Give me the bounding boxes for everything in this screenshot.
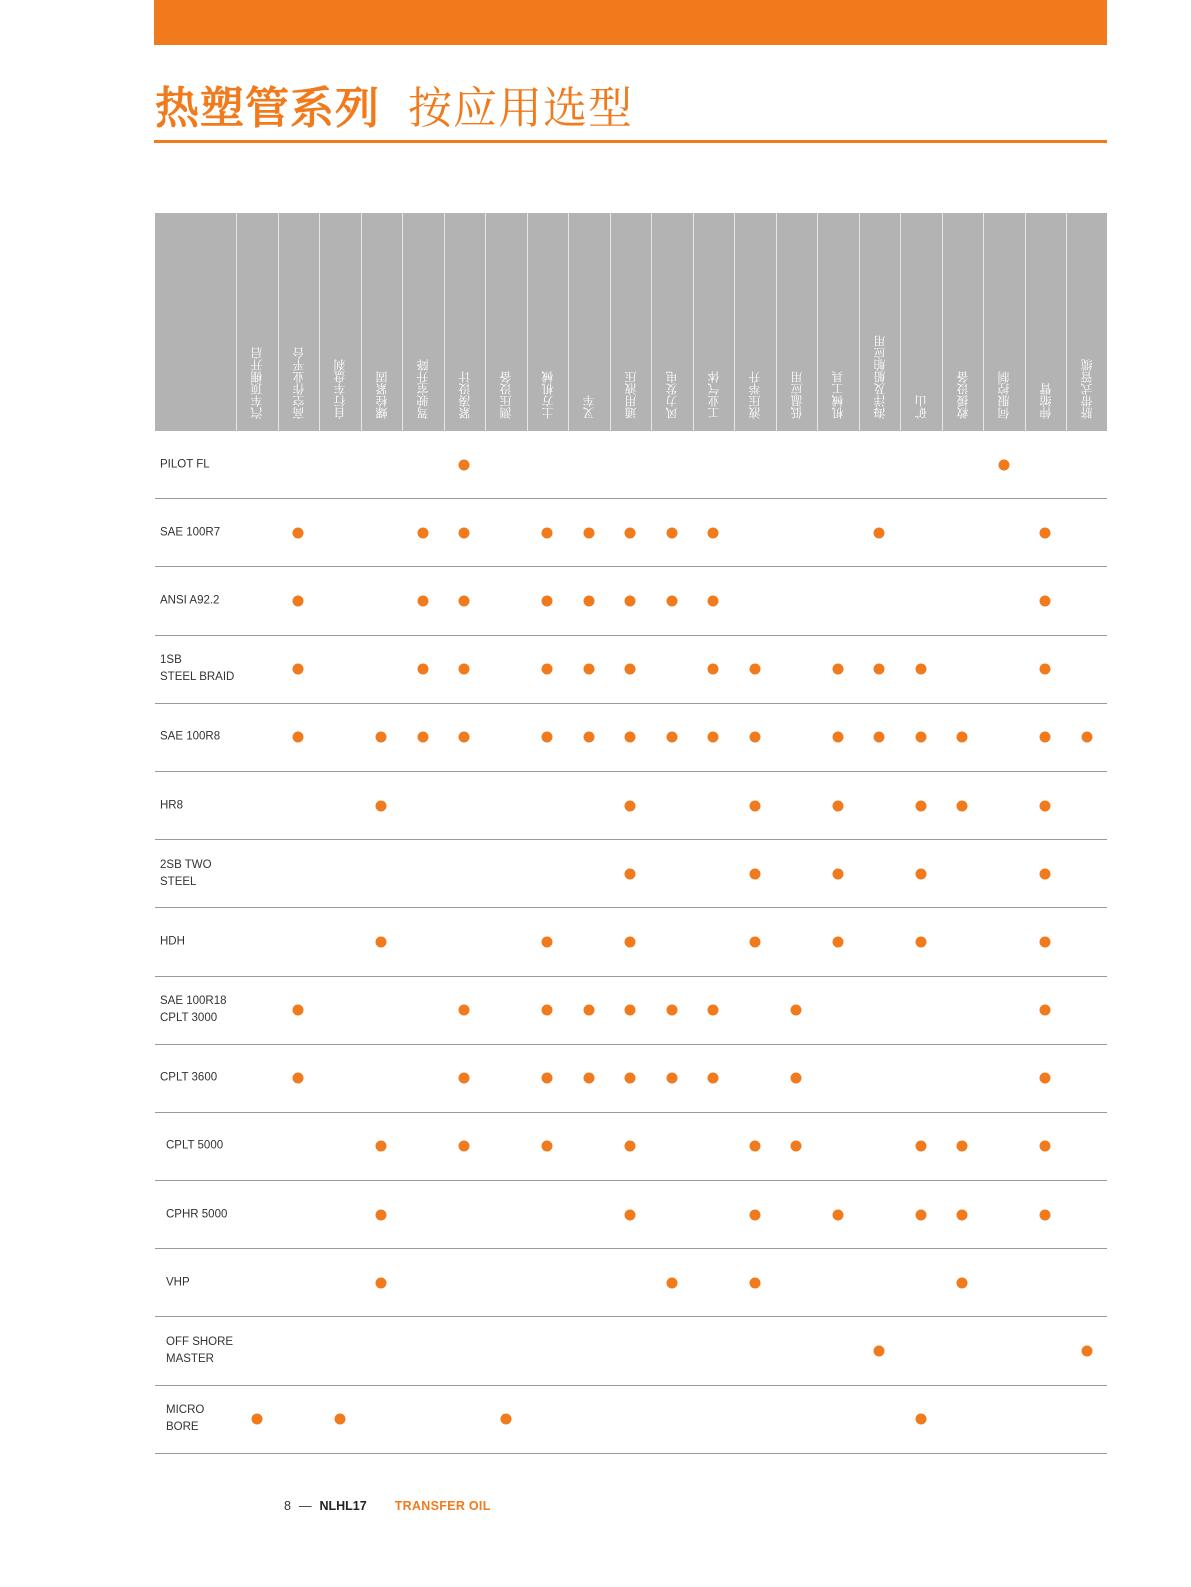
application-dot (542, 732, 553, 743)
row-label (160, 797, 183, 814)
application-dot (915, 868, 926, 879)
row-label (166, 1138, 223, 1155)
application-dot (915, 732, 926, 743)
application-dot (1040, 527, 1051, 538)
row-label (160, 933, 185, 950)
column-header (900, 213, 942, 431)
application-dot (1040, 936, 1051, 947)
column-header (527, 213, 569, 431)
application-dot (583, 1073, 594, 1084)
application-dot (293, 1073, 304, 1084)
column-header (444, 213, 486, 431)
page-number: 8 (284, 1499, 291, 1513)
application-dot (417, 664, 428, 675)
column-header (776, 213, 818, 431)
row-label (160, 993, 227, 1027)
row-label-line: CPHR 5000 (166, 1208, 228, 1221)
application-dot (1040, 1005, 1051, 1016)
application-dot (293, 527, 304, 538)
application-dot (1040, 868, 1051, 879)
title-sub: 按应用选型 (408, 83, 633, 134)
application-dot (666, 595, 677, 606)
application-dot (708, 527, 719, 538)
application-dot (417, 732, 428, 743)
title-underline (154, 140, 1107, 143)
column-header (402, 213, 444, 431)
row-label-line: PILOT FL (160, 458, 210, 471)
application-dot (1040, 595, 1051, 606)
application-dot (583, 1005, 594, 1016)
application-dot (874, 527, 885, 538)
row-label-line: STEEL (160, 875, 197, 888)
row-label-line: SAE 100R18 (160, 995, 227, 1008)
row-label (160, 524, 220, 541)
table-row (155, 1317, 1107, 1385)
column-header-label: 脐带式管缆 (1080, 359, 1095, 419)
column-header (610, 213, 652, 431)
application-dot (749, 664, 760, 675)
application-dot (1040, 1073, 1051, 1084)
column-header-label: 伸缩臂 (1038, 383, 1053, 419)
page-footer (284, 1499, 491, 1513)
row-label (166, 1334, 233, 1368)
row-label (166, 1402, 204, 1436)
row-label (160, 857, 212, 891)
row-label-line: CPLT 3600 (160, 1071, 218, 1084)
application-dot (542, 1141, 553, 1152)
row-label-line: SAE 100R8 (160, 730, 221, 743)
application-dot (708, 1073, 719, 1084)
application-dot (542, 1005, 553, 1016)
application-dot (666, 1277, 677, 1288)
application-dot (915, 664, 926, 675)
application-dot (583, 732, 594, 743)
column-header (278, 213, 320, 431)
application-dot (583, 527, 594, 538)
column-header-label: 汽车顶棚开启 (250, 347, 265, 419)
application-dot (625, 936, 636, 947)
row-label (160, 1070, 217, 1087)
application-dot (542, 1073, 553, 1084)
application-dot (459, 732, 470, 743)
application-dot (957, 1141, 968, 1152)
table-row (155, 840, 1107, 908)
application-dot (749, 868, 760, 879)
column-header-label: 螺栓紧固 (374, 371, 389, 419)
application-dot (915, 1414, 926, 1425)
page-title (155, 74, 633, 134)
column-header (361, 213, 403, 431)
application-dot (749, 732, 760, 743)
application-dot (957, 1209, 968, 1220)
row-label-line: CPLT 5000 (166, 1139, 224, 1152)
application-dot (749, 936, 760, 947)
brand-name: TRANSFER OIL (394, 1499, 491, 1513)
application-dot (1040, 1209, 1051, 1220)
application-dot (625, 800, 636, 811)
application-dot (1081, 732, 1092, 743)
table-row (155, 1045, 1107, 1113)
column-header-label: 海洋及船舶应用 (872, 335, 887, 419)
column-header-label: 驾驶室升降 (416, 359, 431, 419)
application-dot (1081, 1346, 1092, 1357)
application-dot (998, 459, 1009, 470)
application-dot (708, 732, 719, 743)
application-dot (874, 664, 885, 675)
application-dot (708, 1005, 719, 1016)
column-header (651, 213, 693, 431)
application-dot (251, 1414, 262, 1425)
application-dot (708, 664, 719, 675)
application-dot (874, 1346, 885, 1357)
application-dot (583, 664, 594, 675)
application-dot (708, 595, 719, 606)
application-dot (542, 527, 553, 538)
column-header-label: 伺服控制 (997, 371, 1012, 419)
application-dot (666, 527, 677, 538)
row-label (166, 1274, 190, 1291)
application-dot (376, 1209, 387, 1220)
column-header-label: 测压设备 (499, 371, 514, 419)
table-header-row (155, 213, 1107, 431)
application-dot (459, 1073, 470, 1084)
column-header (983, 213, 1025, 431)
application-dot (542, 595, 553, 606)
row-label-line: STEEL BRAID (160, 671, 235, 684)
application-dot (293, 732, 304, 743)
catalog-code: NLHL17 (319, 1499, 367, 1513)
table-row (155, 977, 1107, 1045)
application-dot (1040, 800, 1051, 811)
application-dot (625, 868, 636, 879)
column-header (817, 213, 859, 431)
table-row (155, 567, 1107, 635)
application-dot (915, 800, 926, 811)
column-header-label: 机械工具 (831, 371, 846, 419)
row-label (160, 592, 219, 609)
row-label-line: MICRO (166, 1404, 205, 1417)
application-dot (459, 664, 470, 675)
row-label-line: 1SB (160, 654, 182, 667)
column-header-label: 风力发电 (665, 371, 680, 419)
application-dot (293, 664, 304, 675)
column-header-label: 工业气体 (706, 371, 721, 419)
application-dot (957, 1277, 968, 1288)
column-header (1025, 213, 1067, 431)
application-dot (625, 1005, 636, 1016)
application-dot (791, 1141, 802, 1152)
application-dot (749, 1141, 760, 1152)
column-header-label: 叉车 (582, 395, 597, 419)
application-dot (915, 1209, 926, 1220)
application-dot (832, 868, 843, 879)
row-label-line: VHP (166, 1276, 190, 1289)
column-header-label: 液压举升 (748, 371, 763, 419)
application-dot (832, 664, 843, 675)
application-dot (666, 1073, 677, 1084)
application-selection-table (155, 213, 1107, 1454)
row-label (160, 456, 210, 473)
row-label-line: HDH (160, 935, 185, 948)
column-header (485, 213, 527, 431)
table-row (155, 1249, 1107, 1317)
table-row (155, 1181, 1107, 1249)
application-dot (749, 1277, 760, 1288)
title-main: 热塑管系列 (155, 83, 380, 134)
row-label-line: BORE (166, 1421, 199, 1434)
application-dot (334, 1414, 345, 1425)
column-header-label: 自行车盘刹 (333, 359, 348, 419)
table-row (155, 704, 1107, 772)
application-dot (625, 1209, 636, 1220)
column-header-label: 高空作业平台 (291, 347, 306, 419)
column-header (236, 213, 278, 431)
column-header (319, 213, 361, 431)
application-dot (625, 732, 636, 743)
application-dot (459, 595, 470, 606)
table-row (155, 636, 1107, 704)
table-row (155, 908, 1107, 976)
application-dot (625, 664, 636, 675)
application-dot (666, 732, 677, 743)
application-dot (749, 1209, 760, 1220)
application-dot (1040, 1141, 1051, 1152)
top-accent-bar (154, 0, 1107, 45)
table-row (155, 431, 1107, 499)
application-dot (915, 1141, 926, 1152)
application-dot (293, 595, 304, 606)
application-dot (583, 595, 594, 606)
row-label-line: HR8 (160, 799, 184, 812)
application-dot (832, 1209, 843, 1220)
column-header (693, 213, 735, 431)
row-label-line: 2SB TWO (160, 858, 212, 871)
application-dot (376, 800, 387, 811)
column-header (1066, 213, 1108, 431)
application-dot (957, 732, 968, 743)
application-dot (625, 595, 636, 606)
application-dot (376, 1141, 387, 1152)
column-header-label: 土方机械 (540, 371, 555, 419)
table-row (155, 499, 1107, 567)
row-label-line: SAE 100R7 (160, 526, 221, 539)
application-dot (542, 664, 553, 675)
application-dot (749, 800, 760, 811)
application-dot (376, 1277, 387, 1288)
table-row (155, 1386, 1107, 1454)
application-dot (459, 1005, 470, 1016)
table-row (155, 1113, 1107, 1181)
application-dot (625, 1073, 636, 1084)
application-dot (1040, 664, 1051, 675)
column-header (942, 213, 984, 431)
column-header (734, 213, 776, 431)
application-dot (500, 1414, 511, 1425)
row-label-line: OFF SHORE (166, 1336, 234, 1349)
row-label (160, 729, 220, 746)
footer-dash: — (298, 1499, 312, 1513)
application-dot (542, 936, 553, 947)
column-header-label: 通用液压 (623, 371, 638, 419)
application-dot (417, 527, 428, 538)
application-dot (874, 732, 885, 743)
column-header-label: 救援设备 (955, 371, 970, 419)
application-dot (915, 936, 926, 947)
application-dot (459, 527, 470, 538)
application-dot (459, 1141, 470, 1152)
table-row (155, 772, 1107, 840)
application-dot (957, 800, 968, 811)
column-header-label: 紧凑设计 (457, 371, 472, 419)
row-label-line: CPLT 3000 (160, 1012, 218, 1025)
column-header-label: 矿山 (914, 395, 929, 419)
column-header (568, 213, 610, 431)
application-dot (832, 936, 843, 947)
application-dot (832, 800, 843, 811)
row-label-line: ANSI A92.2 (160, 594, 220, 607)
application-dot (625, 527, 636, 538)
application-dot (666, 1005, 677, 1016)
application-dot (376, 732, 387, 743)
application-dot (417, 595, 428, 606)
application-dot (791, 1073, 802, 1084)
row-label (160, 652, 234, 686)
application-dot (791, 1005, 802, 1016)
row-label (166, 1206, 227, 1223)
application-dot (625, 1141, 636, 1152)
application-dot (376, 936, 387, 947)
column-header (859, 213, 901, 431)
application-dot (459, 459, 470, 470)
application-dot (1040, 732, 1051, 743)
table-body (155, 431, 1107, 1454)
column-header-label: 低温应用 (789, 371, 804, 419)
application-dot (293, 1005, 304, 1016)
row-label-line: MASTER (166, 1353, 214, 1366)
application-dot (832, 732, 843, 743)
